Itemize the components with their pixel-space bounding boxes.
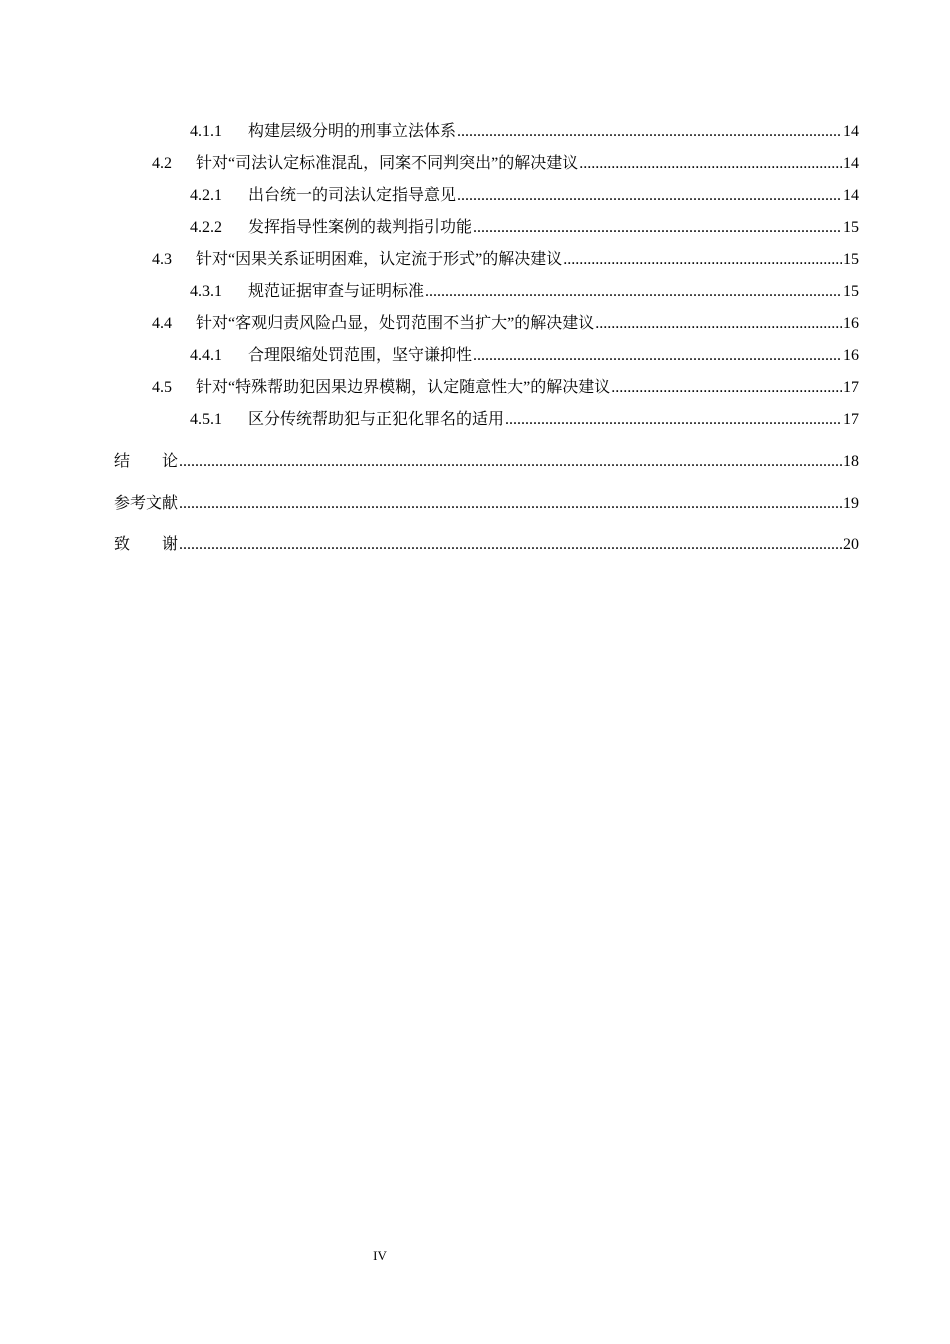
toc-dot-leader bbox=[505, 410, 842, 430]
toc-dot-leader bbox=[473, 346, 842, 366]
toc-entry-conclusion[interactable] bbox=[114, 451, 859, 472]
toc-entry-acknowledgements[interactable] bbox=[114, 534, 859, 555]
toc-entry-title: 合理限缩处罚范围，坚守谦抑性 bbox=[248, 347, 473, 364]
toc-entry-title: 构建层级分明的刑事立法体系 bbox=[248, 123, 457, 140]
toc-dot-leader bbox=[425, 282, 842, 302]
toc-entry-4-5[interactable] bbox=[152, 378, 859, 398]
toc-entry-title: 发挥指导性案例的裁判指引功能 bbox=[248, 219, 473, 236]
toc-entry-4-2-2[interactable] bbox=[190, 218, 859, 238]
toc-entry-page: 17 bbox=[843, 379, 859, 396]
toc-dot-leader bbox=[611, 378, 842, 398]
toc-dot-leader bbox=[457, 186, 842, 206]
toc-entry-page: 19 bbox=[843, 495, 859, 512]
toc-entry-page: 14 bbox=[843, 187, 859, 204]
toc-entry-4-2-1[interactable] bbox=[190, 186, 859, 206]
toc-entry-page: 20 bbox=[843, 536, 859, 553]
toc-entry-page: 15 bbox=[843, 219, 859, 236]
toc-entry-number: 4.1.1 bbox=[190, 123, 222, 140]
toc-entry-number: 4.4.1 bbox=[190, 347, 222, 364]
toc-entry-title: 致 谢 bbox=[114, 534, 179, 553]
toc-dot-leader bbox=[563, 250, 842, 270]
toc-entry-4-4-1[interactable] bbox=[190, 346, 859, 366]
toc-entry-4-4[interactable] bbox=[152, 314, 859, 334]
toc-dot-leader bbox=[179, 494, 842, 514]
toc-entry-number: 4.5 bbox=[152, 379, 172, 396]
toc-entry-number: 4.2.2 bbox=[190, 219, 222, 236]
toc-entry-number: 4.3.1 bbox=[190, 283, 222, 300]
toc-entry-references[interactable] bbox=[114, 493, 859, 514]
toc-entry-page: 15 bbox=[843, 283, 859, 300]
toc-dot-leader bbox=[179, 535, 842, 555]
toc-entry-title: 针对“司法认定标准混乱，同案不同判突出”的解决建议 bbox=[196, 155, 579, 172]
toc-entry-page: 14 bbox=[843, 155, 859, 172]
toc-entry-4-2[interactable] bbox=[152, 154, 859, 174]
toc-entry-title: 参考文献 bbox=[114, 493, 179, 512]
toc-entry-page: 16 bbox=[843, 347, 859, 364]
toc-dot-leader bbox=[473, 218, 842, 238]
toc-dot-leader bbox=[579, 154, 842, 174]
toc-entry-title: 针对“因果关系证明困难，认定流于形式”的解决建议 bbox=[196, 251, 563, 268]
toc-entry-title: 规范证据审查与证明标准 bbox=[248, 283, 425, 300]
toc-entry-number: 4.5.1 bbox=[190, 411, 222, 428]
toc-entry-title: 出台统一的司法认定指导意见 bbox=[248, 187, 457, 204]
page-number-footer: IV bbox=[373, 1248, 387, 1263]
toc-entry-title: 针对“特殊帮助犯因果边界模糊，认定随意性大”的解决建议 bbox=[196, 379, 611, 396]
toc-dot-leader bbox=[457, 122, 842, 142]
toc-entry-4-3[interactable] bbox=[152, 250, 859, 270]
toc-entry-page: 16 bbox=[843, 315, 859, 332]
toc-entry-page: 14 bbox=[843, 123, 859, 140]
toc-entry-4-1-1[interactable] bbox=[190, 122, 859, 142]
toc-entry-page: 18 bbox=[843, 453, 859, 470]
toc-entry-4-3-1[interactable] bbox=[190, 282, 859, 302]
toc-entry-number: 4.2 bbox=[152, 155, 172, 172]
toc-dot-leader bbox=[179, 452, 842, 472]
toc-dot-leader bbox=[595, 314, 842, 334]
toc-entry-number: 4.2.1 bbox=[190, 187, 222, 204]
toc-entry-page: 15 bbox=[843, 251, 859, 268]
toc-entry-4-5-1[interactable] bbox=[190, 410, 859, 430]
toc-entry-page: 17 bbox=[843, 411, 859, 428]
toc-entry-title: 针对“客观归责风险凸显，处罚范围不当扩大”的解决建议 bbox=[196, 315, 595, 332]
toc-entry-title: 结 论 bbox=[114, 451, 179, 470]
toc-entry-title: 区分传统帮助犯与正犯化罪名的适用 bbox=[248, 411, 505, 428]
toc-entry-number: 4.4 bbox=[152, 315, 172, 332]
toc-entry-number: 4.3 bbox=[152, 251, 172, 268]
